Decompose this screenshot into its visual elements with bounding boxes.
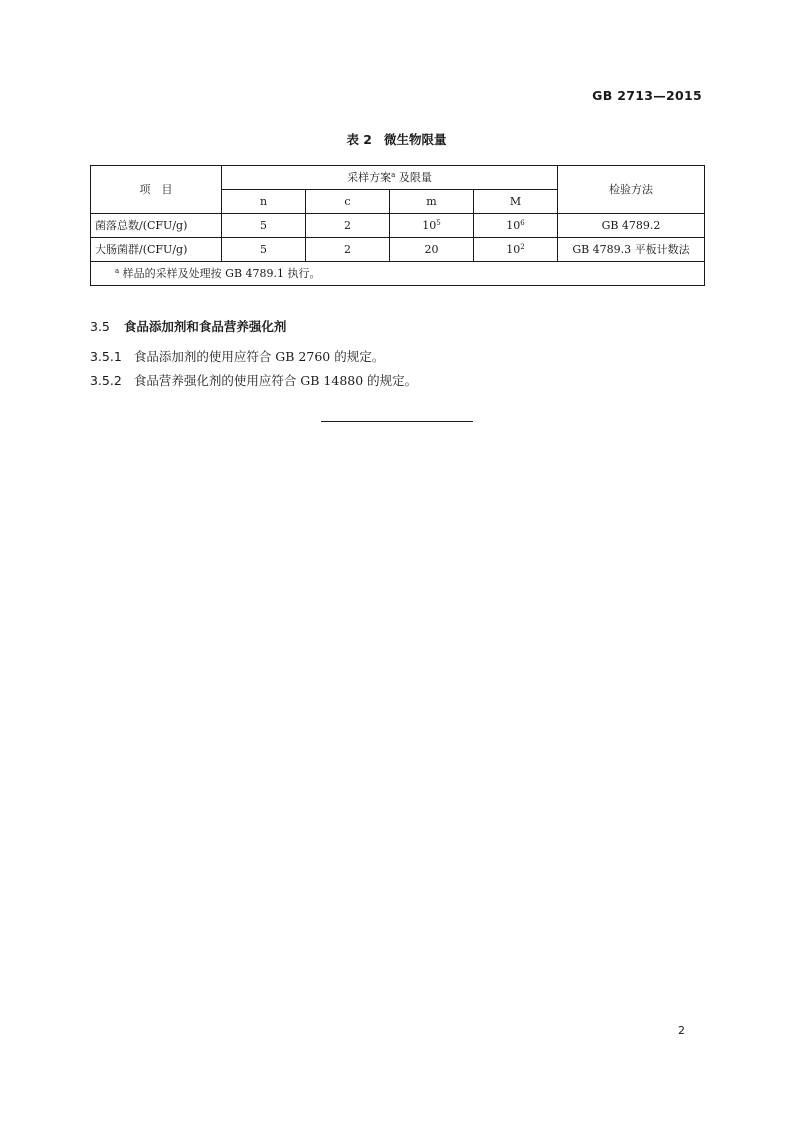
row-M-exp: 2 [520, 243, 525, 251]
row-item: 大肠菌群/(CFU/g) [91, 238, 222, 262]
table-row [91, 214, 705, 238]
table-title: 微生物限量 [384, 132, 447, 147]
header-item: 项 目 [91, 166, 222, 214]
row-m-base: 20 [424, 243, 439, 256]
row-n: 5 [222, 214, 306, 238]
section-number: 3.5 [90, 319, 110, 334]
clause-text: 食品营养强化剂的使用应符合 GB 14880 的规定。 [133, 373, 418, 388]
microbial-limits-table [90, 165, 705, 286]
clause [90, 347, 384, 365]
table-number: 表 2 [346, 132, 373, 147]
header-M: M [474, 190, 558, 214]
table-caption [0, 130, 793, 148]
page-number: 2 [678, 1024, 685, 1037]
row-method: GB 4789.3 平板计数法 [558, 238, 705, 262]
row-c: 2 [306, 214, 390, 238]
section-title: 食品添加剂和食品营养强化剂 [123, 319, 287, 334]
clause [90, 371, 417, 389]
footnote-mark: a [115, 267, 120, 275]
table-footnote [91, 262, 705, 286]
row-m [390, 238, 474, 262]
table-header-row [91, 166, 705, 190]
row-M-base: 10 [506, 243, 521, 256]
row-n: 5 [222, 238, 306, 262]
row-M-exp: 6 [520, 219, 525, 227]
clause-text: 食品添加剂的使用应符合 GB 2760 的规定。 [133, 349, 385, 364]
row-method: GB 4789.2 [558, 214, 705, 238]
row-M-base: 10 [506, 219, 521, 232]
header-sampling-plan-label: 采样方案 [347, 171, 392, 184]
end-of-text-rule [321, 421, 473, 422]
footnote-text: 样品的采样及处理按 GB 4789.1 执行。 [119, 267, 321, 280]
row-m-base: 10 [422, 219, 437, 232]
clause-number: 3.5.1 [90, 349, 122, 364]
header-sampling-plan-suffix: 及限量 [395, 171, 432, 184]
header-method: 检验方法 [558, 166, 705, 214]
section-heading [90, 317, 286, 335]
row-M [474, 214, 558, 238]
header-c: c [306, 190, 390, 214]
header-n: n [222, 190, 306, 214]
row-c: 2 [306, 238, 390, 262]
standard-code: GB 2713—2015 [592, 88, 702, 103]
clause-number: 3.5.2 [90, 373, 122, 388]
row-m-exp: 5 [436, 219, 441, 227]
table-row [91, 238, 705, 262]
header-sampling-plan-mark: a [391, 171, 396, 179]
header-sampling-plan [222, 166, 558, 190]
row-m [390, 214, 474, 238]
header-m: m [390, 190, 474, 214]
table-footnote-row [91, 262, 705, 286]
row-M [474, 238, 558, 262]
row-item: 菌落总数/(CFU/g) [91, 214, 222, 238]
